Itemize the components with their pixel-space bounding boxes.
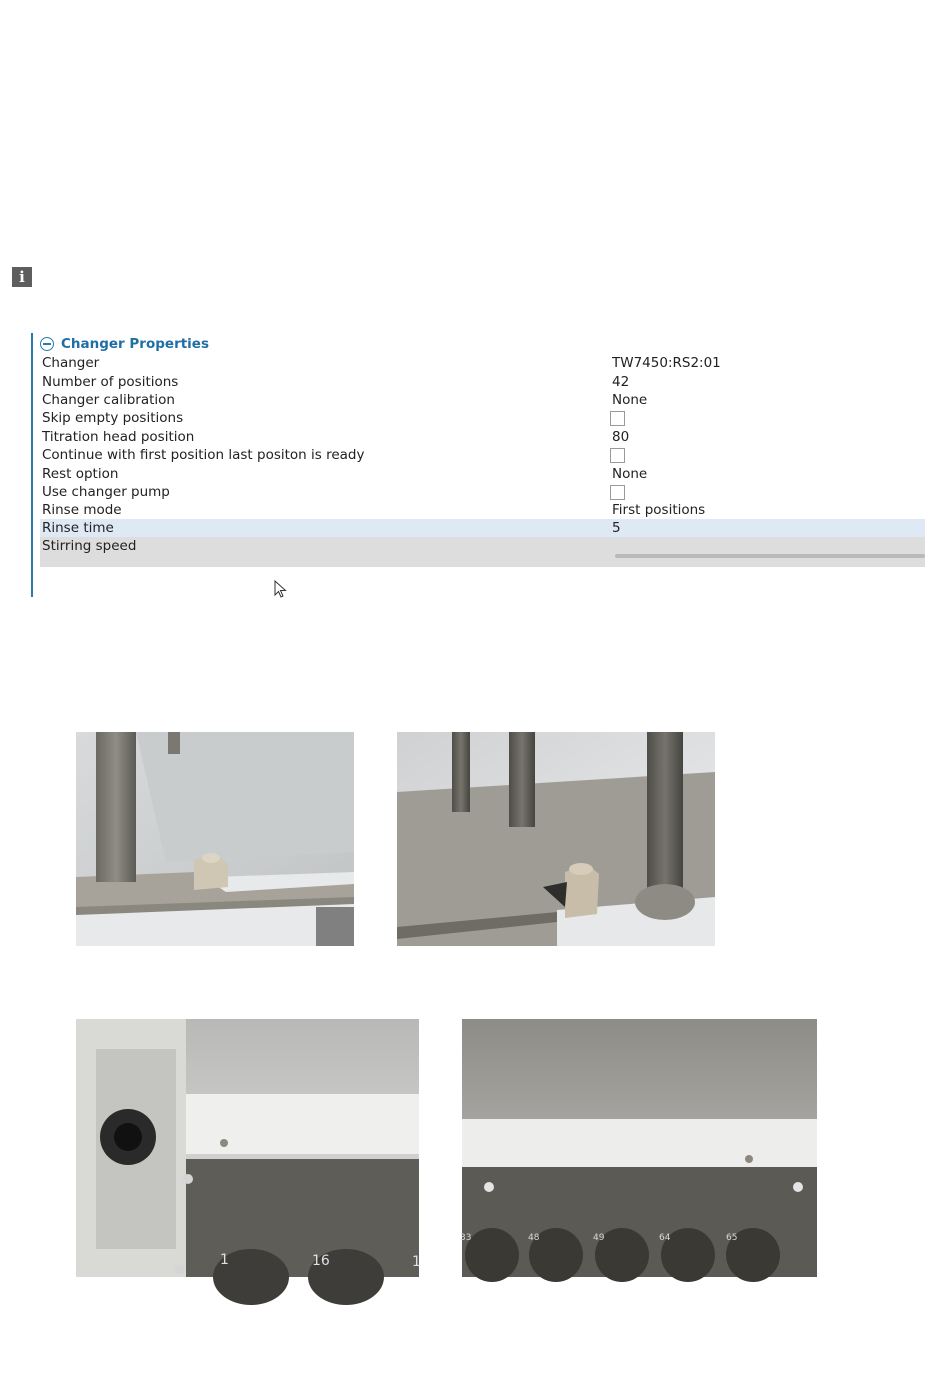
mouse-pointer-icon	[274, 580, 288, 598]
property-row-stirring-speed[interactable]	[40, 537, 925, 567]
property-value[interactable]: TW7450:RS2:01	[612, 355, 721, 371]
position-number-label: 65	[726, 1233, 738, 1243]
property-label: Changer calibration	[42, 392, 175, 408]
position-number-label: 16	[312, 1253, 330, 1269]
property-row-skip-empty-positions[interactable]	[40, 409, 925, 427]
property-label: Continue with first position last positon is ready	[42, 447, 365, 463]
property-label: Stirring speed	[42, 538, 137, 554]
skip-empty-positions-checkbox[interactable]	[610, 411, 625, 426]
position-number-label: 48	[528, 1233, 540, 1243]
property-label: Rest option	[42, 466, 119, 482]
property-value[interactable]: 80	[612, 429, 630, 445]
property-label: Skip empty positions	[42, 410, 184, 426]
property-row-rest-option[interactable]	[40, 465, 925, 483]
property-label: Rinse mode	[42, 502, 122, 518]
property-row-rinse-time[interactable]	[40, 519, 925, 537]
property-label: Number of positions	[42, 374, 179, 390]
photo-rack-pin-left	[76, 732, 354, 946]
property-label: Use changer pump	[42, 484, 170, 500]
position-number-label: 33	[460, 1233, 472, 1243]
property-row-rinse-mode[interactable]	[40, 501, 925, 519]
info-icon[interactable]: i	[12, 267, 32, 287]
photo-rack-pin-right	[397, 732, 715, 946]
position-number-label: 49	[593, 1233, 605, 1243]
photo-plate-front-view	[462, 1019, 817, 1277]
property-label: Titration head position	[42, 429, 195, 445]
property-label: Changer	[42, 355, 100, 371]
position-number-label: 1	[220, 1252, 229, 1268]
property-value[interactable]: None	[612, 392, 648, 408]
property-value[interactable]: 5	[612, 520, 621, 536]
property-value[interactable]: First positions	[612, 502, 706, 518]
property-row-changer[interactable]	[40, 354, 925, 372]
changer-properties-panel	[31, 333, 925, 597]
stirring-speed-slider[interactable]	[615, 554, 925, 558]
property-row-changer-calibration[interactable]	[40, 391, 925, 409]
panel-title: Changer Properties	[61, 336, 209, 352]
property-value[interactable]: 42	[612, 374, 630, 390]
collapse-icon[interactable]	[40, 337, 54, 351]
photo-plate-side-view	[76, 1019, 419, 1277]
property-row-use-changer-pump[interactable]	[40, 483, 925, 501]
use-changer-pump-checkbox[interactable]	[610, 485, 625, 500]
property-row-number-of-positions[interactable]	[40, 373, 925, 391]
property-value[interactable]: None	[612, 466, 648, 482]
panel-header[interactable]	[40, 335, 209, 353]
property-row-titration-head-position[interactable]	[40, 428, 925, 446]
property-row-continue-with-first-position[interactable]	[40, 446, 925, 464]
position-number-label: 64	[659, 1233, 671, 1243]
position-number-label: 1	[412, 1254, 421, 1270]
property-label: Rinse time	[42, 520, 114, 536]
continue-with-first-position-checkbox[interactable]	[610, 448, 625, 463]
